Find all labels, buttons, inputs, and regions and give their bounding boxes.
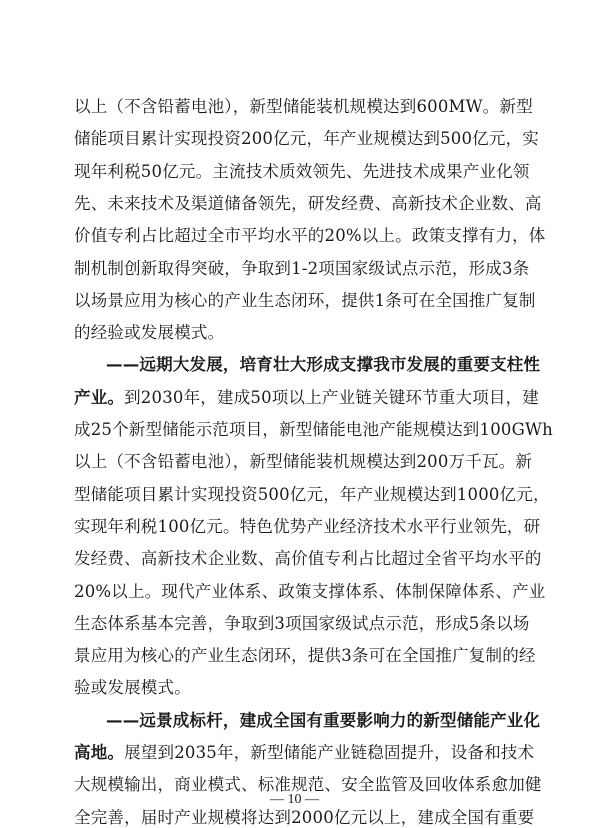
body-text-line: 制机制创新取得突破，争取到1-2项国家级试点示范，形成3条 bbox=[74, 258, 530, 278]
body-text-line: 以上（不含铅蓄电池），新型储能装机规模达到600MW。新型 bbox=[74, 97, 533, 116]
body-text-line: 现年利税50亿元。主流技术质效领先、先进技术成果产业化领 bbox=[74, 161, 530, 181]
body-text-line: 成25个新型储能示范项目，新型储能电池产能规模达到100GWh bbox=[74, 420, 553, 439]
body-text-line: 生态体系基本完善，争取到3项国家级试点示范，形成5条以场 bbox=[74, 613, 530, 633]
body-text-line: 全完善，届时产业规模将达到2000亿元以上，建成全国有重要 bbox=[74, 807, 535, 827]
body-text-line: 型储能项目累计实现投资500亿元，年产业规模达到1000亿元， bbox=[74, 484, 550, 504]
body-text-line: 以场景应用为核心的产业生态闭环，提供1条可在全国推广复制 bbox=[74, 290, 536, 310]
section-heading-continuation: 高地。 bbox=[74, 743, 125, 762]
body-text-line: 实现年利税100亿元。特色优势产业经济技术水平行业领先，研 bbox=[74, 516, 541, 536]
section-heading: ——远期大发展，培育壮大形成支撑我市发展的重要支柱性 bbox=[106, 355, 541, 375]
body-text-line: 20%以上。现代产业体系、政策支撑体系、体制保障体系、产业 bbox=[74, 581, 546, 601]
body-text-line: 以上（不含铅蓄电池），新型储能装机规模达到200万千瓦。新 bbox=[74, 452, 533, 472]
body-text-segment: 展望到2035年，新型储能产业链稳固提升，设备和技术 bbox=[124, 743, 535, 762]
section-heading-continuation-line bbox=[74, 387, 539, 408]
body-text-line: 验或发展模式。 bbox=[74, 678, 191, 698]
body-text-line: 的经验或发展模式。 bbox=[74, 323, 225, 343]
page-number: — 10 — bbox=[270, 792, 319, 807]
body-text-line: 景应用为核心的产业生态闭环，提供3条可在全国推广复制的经 bbox=[74, 646, 536, 666]
section-heading-continuation-line bbox=[74, 743, 535, 763]
body-text-line: 大规模输出，商业模式、标准规范、安全监管及回收体系愈加健 bbox=[74, 775, 542, 795]
body-text-line: 先、未来技术及渠道储备领先，研发经费、高新技术企业数、高 bbox=[74, 193, 542, 213]
body-text-line: 储能项目累计实现投资200亿元，年产业规模达到500亿元，实 bbox=[74, 129, 539, 149]
body-text-line: 价值专利占比超过全市平均水平的20%以上。政策支撑有力，体 bbox=[74, 226, 546, 246]
section-heading-continuation: 产业。 bbox=[74, 387, 125, 407]
body-text-segment: 到2030年，建成50项以上产业链关键环节重大项目，建 bbox=[124, 387, 539, 407]
section-heading: ——远景成标杆，建成全国有重要影响力的新型储能产业化 bbox=[106, 710, 541, 730]
body-text-line: 发经费、高新技术企业数、高价值专利占比超过全省平均水平的 bbox=[74, 549, 542, 569]
